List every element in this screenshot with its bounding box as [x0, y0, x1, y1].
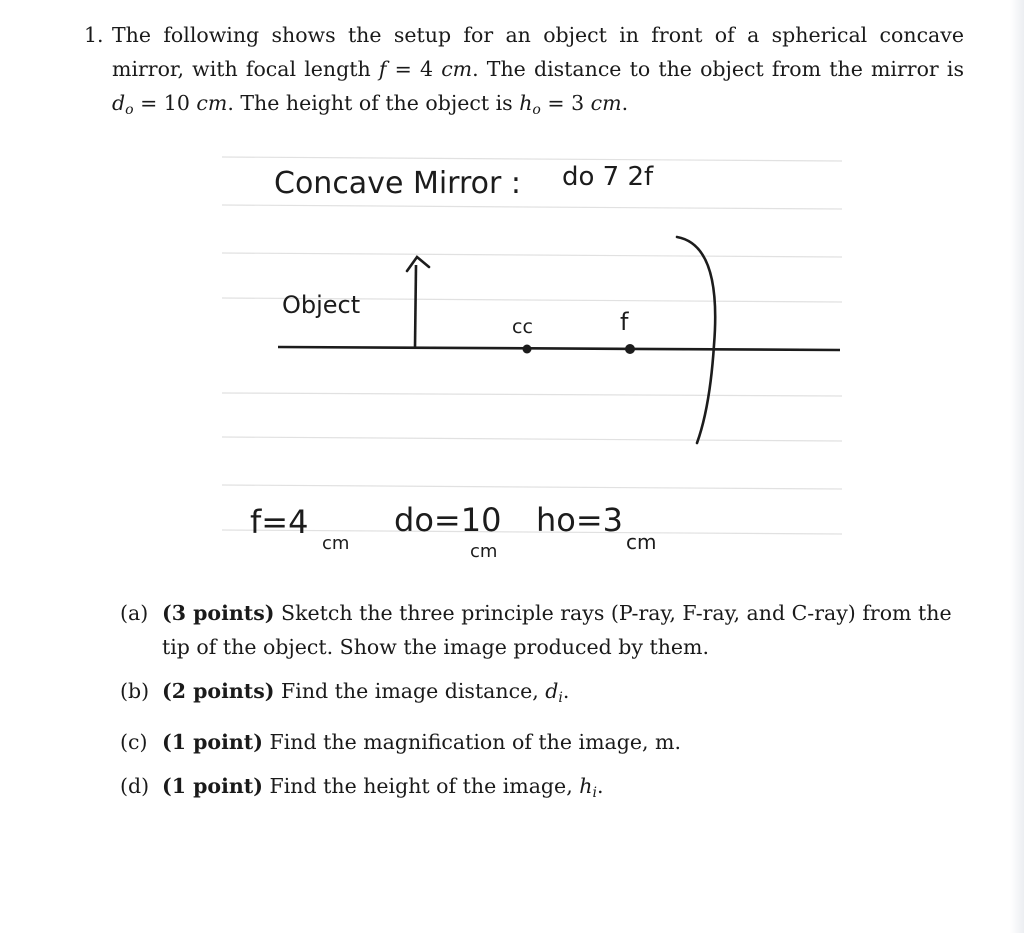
given-do: do=10 [394, 501, 502, 539]
part-a: (a) (3 points) Sketch the three principle rays (P-ray, F-ray, and C-ray) from the tip of the object. Show the image produced by them. [120, 601, 952, 659]
given-ho-unit: cm [626, 530, 657, 554]
cc-label: cc [512, 316, 533, 338]
ruled-lines [222, 157, 842, 534]
principal-axis [278, 347, 840, 350]
focal-point [625, 344, 635, 354]
diagram-condition: do 7 2f [562, 162, 654, 192]
part-b: (b) (2 points) Find the image distance, $d_i$. [120, 679, 570, 706]
given-ho: ho=3 [536, 501, 624, 539]
part-c: (c) (1 point) Find the magnification of the image, m. [120, 730, 681, 754]
part-d: (d) (1 point) Find the height of the image, $h_i$. [120, 774, 604, 801]
object-arrow-shaft [415, 265, 416, 347]
problem-number: 1. [84, 23, 104, 47]
cc-point [523, 345, 532, 354]
given-do-unit: cm [470, 541, 498, 562]
handwritten-diagram [222, 145, 842, 575]
object-arrow-head [407, 257, 429, 271]
problem-text: The following shows the setup for an object in front of a spherical concave mirror, with focal length f = 4 cm. The distance to the object from the mirror is $d_o = 10$ cm. The height of the object is $h_o = 3$ cm. [112, 23, 964, 118]
concave-mirror [677, 237, 715, 443]
diagram-title: Concave Mirror : [274, 166, 521, 201]
given-f: f=4 [250, 503, 309, 541]
page-edge-shadow [1010, 0, 1024, 933]
diagram-svg [222, 145, 842, 575]
question-parts [120, 596, 960, 820]
problem-statement [84, 18, 964, 127]
object-label: Object [282, 291, 361, 319]
given-f-unit: cm [322, 533, 350, 554]
focal-label: f [620, 308, 629, 336]
